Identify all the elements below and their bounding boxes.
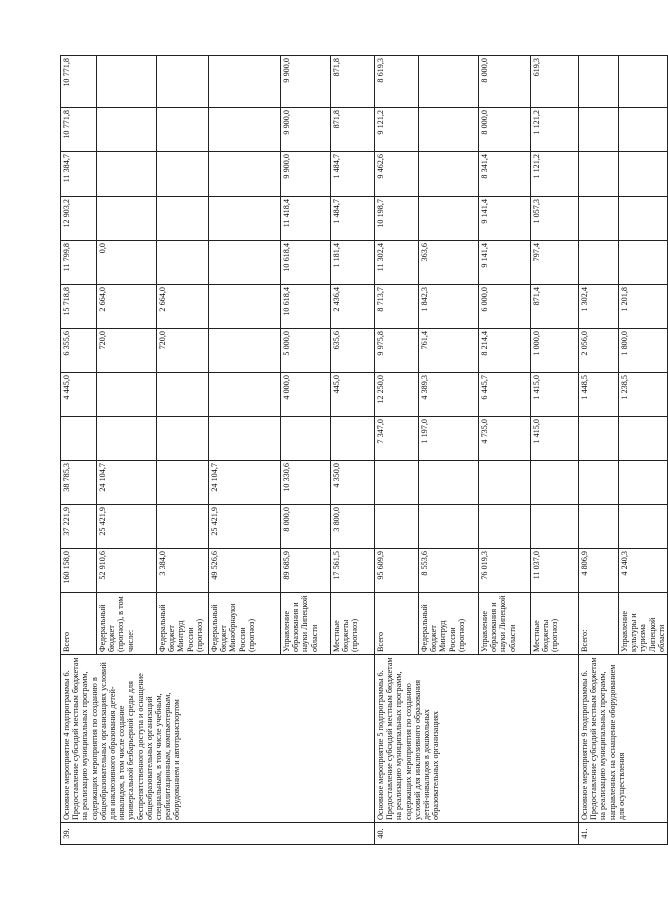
funding-source: Местные бюджеты (прогноз) — [331, 593, 375, 655]
activity-description: Основное мероприятие 9 подпрограммы 6. Предоставление субсидий местным бюджетам на реализацию муниципальных программ, направленных на оснащение оборудованием для осуществления — [579, 655, 668, 823]
funding-value: 1 448,5 — [579, 373, 619, 417]
funding-value — [419, 197, 479, 241]
funding-value: 10 618,4 — [281, 241, 331, 285]
funding-value: 52 910,6 — [97, 549, 157, 593]
funding-value: 871,8 — [331, 56, 375, 108]
funding-value: 6 445,7 — [479, 373, 531, 417]
funding-value — [209, 329, 281, 373]
funding-value: 9 141,4 — [479, 197, 531, 241]
activity-description: Основное мероприятие 5 подпрограммы 6. Предоставление субсидий местным бюджетам на реализацию муниципальных программ, содержащих мероприятия по созданию условий для инклюзивного образования детей-инвалидов в дошкольных образовательных организациях — [375, 655, 579, 823]
funding-value: 2 664,0 — [97, 285, 157, 329]
funding-value: 3 800,0 — [331, 505, 375, 549]
funding-value: 635,6 — [331, 329, 375, 373]
funding-value — [97, 197, 157, 241]
funding-value — [97, 152, 157, 197]
table-row — [579, 56, 619, 845]
funding-value: 619,3 — [531, 56, 579, 108]
funding-value — [531, 461, 579, 505]
funding-value: 8 713,7 — [375, 285, 419, 329]
funding-value — [97, 56, 157, 108]
funding-value: 1 238,5 — [619, 373, 668, 417]
funding-value: 12 250,0 — [375, 373, 419, 417]
funding-value — [619, 417, 668, 461]
funding-value — [619, 505, 668, 549]
funding-value — [209, 373, 281, 417]
funding-value — [209, 56, 281, 108]
funding-value: 15 718,8 — [61, 285, 97, 329]
funding-value: 11 037,0 — [531, 549, 579, 593]
funding-value: 7 347,0 — [375, 417, 419, 461]
funding-value — [419, 56, 479, 108]
funding-value: 25 421,9 — [209, 505, 281, 549]
funding-value: 10 198,7 — [375, 197, 419, 241]
funding-value: 8 000,0 — [479, 56, 531, 108]
table-row — [61, 56, 97, 845]
funding-source: Всего: — [579, 593, 619, 655]
table-row — [375, 56, 419, 845]
funding-value: 11 418,4 — [281, 197, 331, 241]
funding-value: 6 000,0 — [479, 285, 531, 329]
funding-value: 445,0 — [331, 373, 375, 417]
funding-value: 2 664,0 — [157, 285, 209, 329]
funding-value: 76 019,3 — [479, 549, 531, 593]
funding-value: 37 221,9 — [61, 505, 97, 549]
funding-value: 1 181,4 — [331, 241, 375, 285]
funding-value: 8 619,3 — [375, 56, 419, 108]
funding-source: Федеральный бюджет Минтруд России (прогноз) — [419, 593, 479, 655]
funding-value — [209, 152, 281, 197]
funding-value — [157, 417, 209, 461]
funding-value — [209, 285, 281, 329]
funding-value — [157, 461, 209, 505]
funding-value: 1 121,2 — [531, 152, 579, 197]
rotated-table-container — [60, 58, 666, 845]
funding-value — [531, 505, 579, 549]
row-number: 41. — [579, 823, 668, 845]
funding-value — [579, 417, 619, 461]
funding-value: 720,0 — [157, 329, 209, 373]
funding-value — [157, 108, 209, 152]
funding-value: 24 104,7 — [97, 461, 157, 505]
funding-value: 1 415,0 — [531, 373, 579, 417]
funding-value — [419, 108, 479, 152]
funding-value — [157, 56, 209, 108]
funding-value — [619, 461, 668, 505]
funding-source: Всего — [61, 593, 97, 655]
funding-value: 3 384,0 — [157, 549, 209, 593]
funding-source: Управление культуры и туризма Липецкой области — [619, 593, 668, 655]
funding-value: 9 975,8 — [375, 329, 419, 373]
funding-value — [375, 505, 419, 549]
funding-value — [579, 505, 619, 549]
row-number: 39. — [61, 823, 375, 845]
funding-value: 9 141,4 — [479, 241, 531, 285]
funding-value — [157, 373, 209, 417]
funding-value: 8 553,6 — [419, 549, 479, 593]
funding-value: 89 685,9 — [281, 549, 331, 593]
funding-source: Управление образования и науки Липецкой области — [479, 593, 531, 655]
funding-value: 9 462,6 — [375, 152, 419, 197]
funding-value — [97, 417, 157, 461]
funding-value — [579, 108, 619, 152]
funding-value: 1 415,0 — [531, 417, 579, 461]
funding-value: 10 618,4 — [281, 285, 331, 329]
funding-value — [375, 461, 419, 505]
funding-value: 1 197,0 — [419, 417, 479, 461]
funding-value: 5 000,0 — [281, 329, 331, 373]
funding-value: 1 057,3 — [531, 197, 579, 241]
funding-value — [209, 241, 281, 285]
funding-value: 38 785,3 — [61, 461, 97, 505]
funding-value — [579, 241, 619, 285]
funding-value: 2 436,4 — [331, 285, 375, 329]
funding-value: 4 735,0 — [479, 417, 531, 461]
funding-value — [157, 505, 209, 549]
activity-description: Основное мероприятие 4 подпрограммы 6. Предоставление субсидий местным бюджетам на реализацию муниципальных программ, содержащих мероприятия по созданию в общеобразовательных организациях условий для инклюзивного образования детей-инвалидов, в том числе создание универсальной безбарьерной среды для беспрепятственного доступа и оснащение общеобразовательных организаций специальным, в том числе учебным, реабилитационным, компьютерным, оборудованием и автотранспортом — [61, 655, 375, 823]
funding-value: 11 302,4 — [375, 241, 419, 285]
funding-value: 871,8 — [331, 108, 375, 152]
funding-value: 1 302,4 — [579, 285, 619, 329]
funding-value — [419, 152, 479, 197]
funding-value: 871,4 — [531, 285, 579, 329]
funding-value: 9 121,2 — [375, 108, 419, 152]
funding-value — [479, 461, 531, 505]
funding-source: Всего — [375, 593, 419, 655]
funding-source: Федеральный бюджет Минобрнауки России (прогноз) — [209, 593, 281, 655]
funding-value — [579, 197, 619, 241]
funding-value: 8 214,4 — [479, 329, 531, 373]
funding-value: 9 900,0 — [281, 56, 331, 108]
funding-value: 4 000,0 — [281, 373, 331, 417]
funding-value — [157, 197, 209, 241]
funding-value: 1 842,3 — [419, 285, 479, 329]
funding-value — [579, 152, 619, 197]
budget-table — [60, 55, 668, 845]
funding-value: 95 609,9 — [375, 549, 419, 593]
funding-value — [209, 197, 281, 241]
funding-value: 761,4 — [419, 329, 479, 373]
funding-value — [209, 417, 281, 461]
funding-value: 720,0 — [97, 329, 157, 373]
funding-value: 11 384,7 — [61, 152, 97, 197]
funding-value: 1 201,8 — [619, 285, 668, 329]
funding-value — [331, 417, 375, 461]
funding-value: 9 900,0 — [281, 152, 331, 197]
funding-source: Местные бюджеты (прогноз) — [531, 593, 579, 655]
funding-value: 10 330,6 — [281, 461, 331, 505]
funding-value — [419, 505, 479, 549]
funding-value: 10 771,8 — [61, 108, 97, 152]
funding-source: Федеральный бюджет (прогноз), в том числе: — [97, 593, 157, 655]
funding-value — [157, 152, 209, 197]
funding-value: 4 240,3 — [619, 549, 668, 593]
funding-value — [479, 505, 531, 549]
funding-value — [579, 56, 619, 108]
funding-value: 4 350,0 — [331, 461, 375, 505]
funding-value — [619, 197, 668, 241]
funding-value: 1 800,0 — [619, 329, 668, 373]
funding-value — [619, 56, 668, 108]
funding-value: 160 158,0 — [61, 549, 97, 593]
funding-value — [157, 241, 209, 285]
funding-value — [579, 461, 619, 505]
funding-value: 8 341,4 — [479, 152, 531, 197]
funding-value: 797,4 — [531, 241, 579, 285]
funding-value: 12 903,2 — [61, 197, 97, 241]
funding-value: 4 389,3 — [419, 373, 479, 417]
funding-value: 1 121,2 — [531, 108, 579, 152]
funding-value: 11 799,8 — [61, 241, 97, 285]
funding-value: 49 526,6 — [209, 549, 281, 593]
funding-value: 1 484,7 — [331, 197, 375, 241]
funding-value — [281, 417, 331, 461]
funding-value — [209, 108, 281, 152]
funding-value: 1 484,7 — [331, 152, 375, 197]
funding-value: 4 445,0 — [61, 373, 97, 417]
funding-value: 1 000,0 — [531, 329, 579, 373]
funding-value: 9 900,0 — [281, 108, 331, 152]
funding-value: 10 771,8 — [61, 56, 97, 108]
funding-value — [619, 152, 668, 197]
funding-value — [619, 108, 668, 152]
funding-value — [61, 417, 97, 461]
funding-value — [419, 461, 479, 505]
funding-value: 6 355,6 — [61, 329, 97, 373]
row-number: 40. — [375, 823, 579, 845]
funding-value — [97, 373, 157, 417]
funding-value: 25 421,9 — [97, 505, 157, 549]
funding-value — [97, 108, 157, 152]
funding-source: Управление образования и науки Липецкой области — [281, 593, 331, 655]
funding-value: 4 806,9 — [579, 549, 619, 593]
funding-value: 8 000,0 — [479, 108, 531, 152]
funding-value: 2 056,0 — [579, 329, 619, 373]
funding-value: 24 104,7 — [209, 461, 281, 505]
funding-value: 0,0 — [97, 241, 157, 285]
funding-value: 8 000,0 — [281, 505, 331, 549]
funding-value: 363,6 — [419, 241, 479, 285]
funding-source: Федеральный бюджет Минтруд России (прогноз) — [157, 593, 209, 655]
funding-value: 17 561,5 — [331, 549, 375, 593]
funding-value — [619, 241, 668, 285]
